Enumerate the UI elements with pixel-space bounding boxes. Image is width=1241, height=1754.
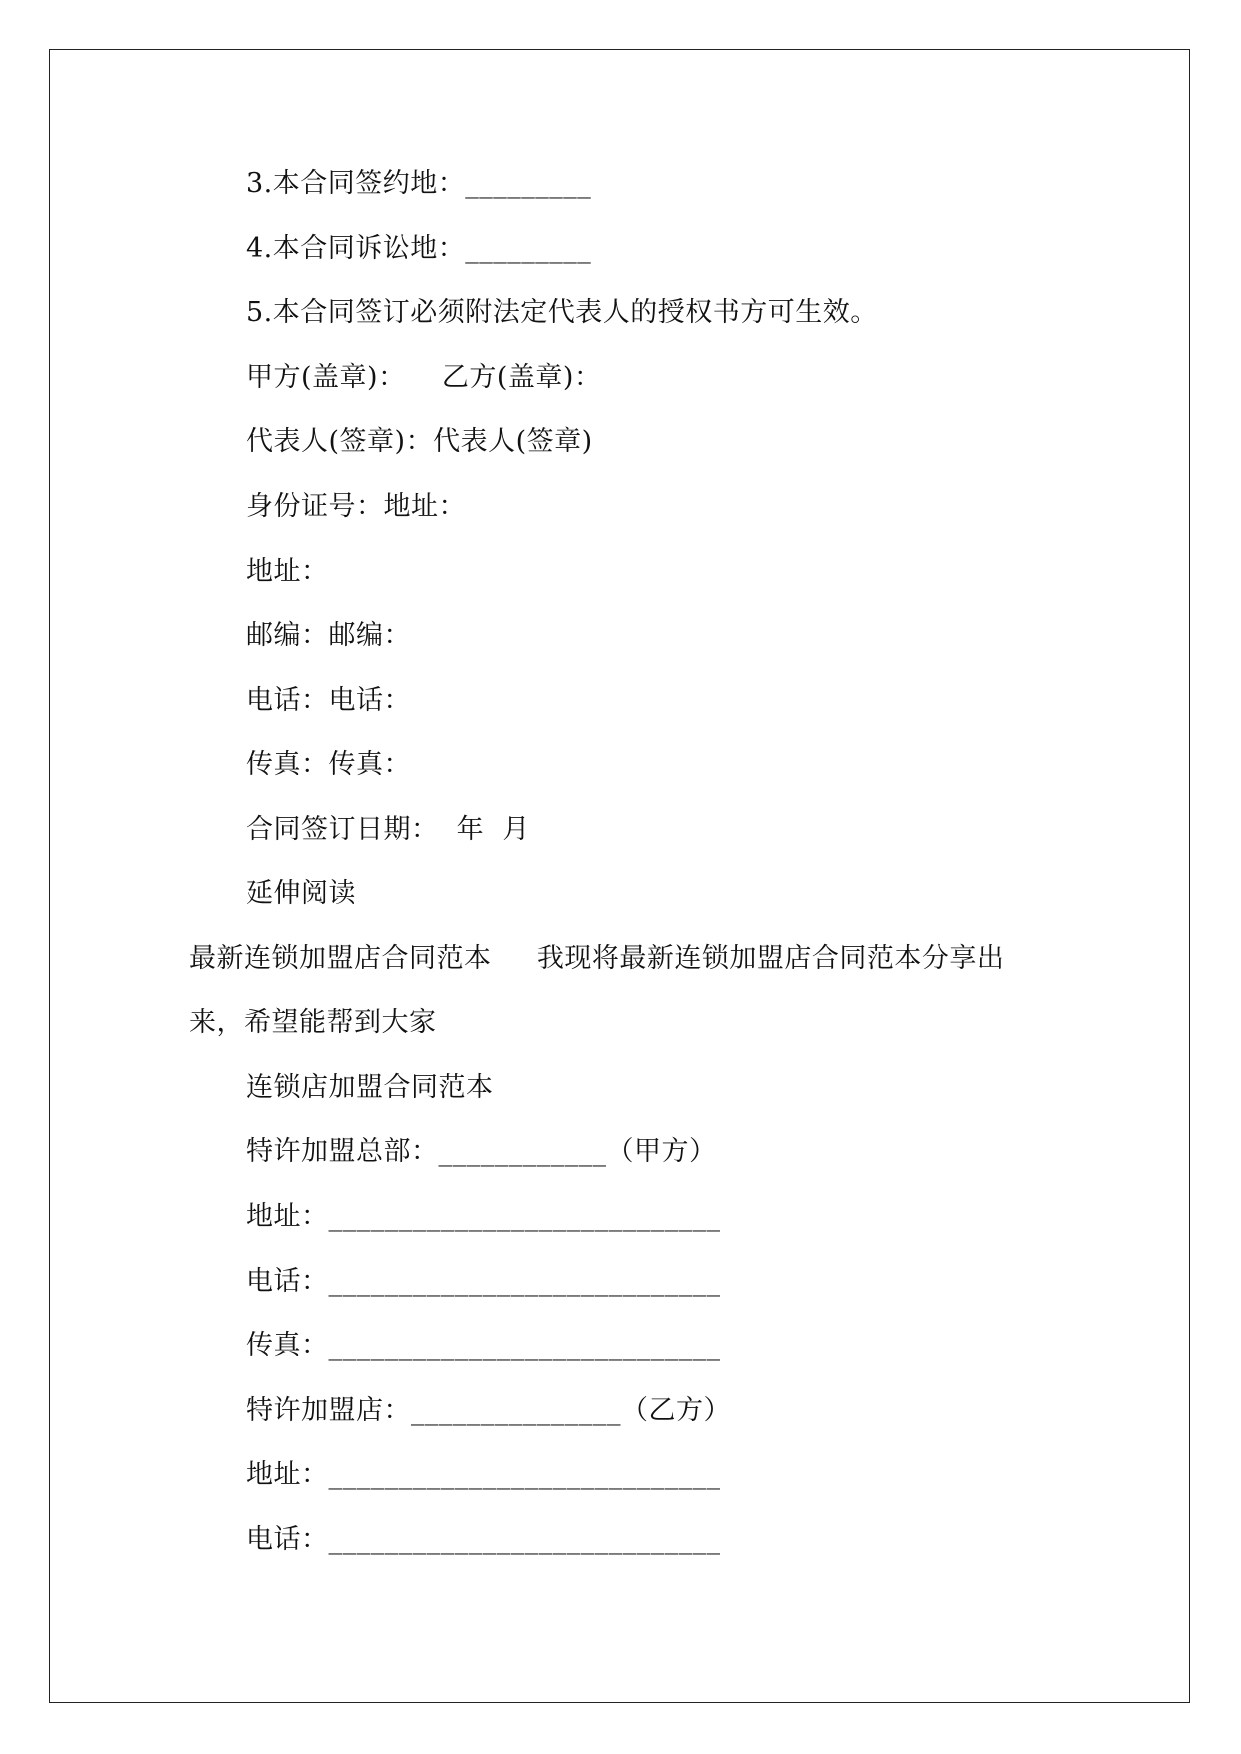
franchisee-address-field: 地址：____________________________	[246, 1459, 721, 1490]
franchisee-field: 特许加盟店：_______________（乙方）	[246, 1395, 731, 1426]
franchisor-field: 特许加盟总部：____________（甲方）	[246, 1136, 717, 1167]
contract-signing-date: 合同签订日期： 年 月	[246, 814, 530, 845]
id-number-address: 身份证号：地址：	[246, 491, 466, 522]
address-field: 地址：	[246, 556, 329, 587]
representative-signatures: 代表人(签章)：代表人(签章)	[246, 426, 593, 457]
clause-authorization: 5.本合同签订必须附法定代表人的授权书方可生效。	[246, 297, 878, 328]
fax-fields: 传真：传真：	[246, 749, 411, 780]
intro-paragraph-line-2: 来，希望能帮到大家	[189, 1007, 437, 1038]
franchisor-address-field: 地址：____________________________	[246, 1201, 721, 1232]
intro-paragraph-line-1: 最新连锁加盟店合同范本 我现将最新连锁加盟店合同范本分享出	[189, 943, 1005, 974]
party-seals: 甲方(盖章)： 乙方(盖章)：	[246, 362, 602, 393]
clause-signing-place: 3.本合同签约地：_________	[246, 168, 592, 199]
extended-reading-heading: 延伸阅读	[246, 878, 356, 909]
franchisor-fax-field: 传真：____________________________	[246, 1330, 721, 1361]
postal-code-fields: 邮编：邮编：	[246, 620, 411, 651]
phone-fields: 电话：电话：	[246, 685, 411, 716]
contract-title: 连锁店加盟合同范本	[246, 1072, 494, 1103]
clause-litigation-place: 4.本合同诉讼地：_________	[246, 233, 592, 264]
franchisor-phone-field: 电话：____________________________	[246, 1266, 721, 1297]
franchisee-phone-field: 电话：____________________________	[246, 1524, 721, 1555]
